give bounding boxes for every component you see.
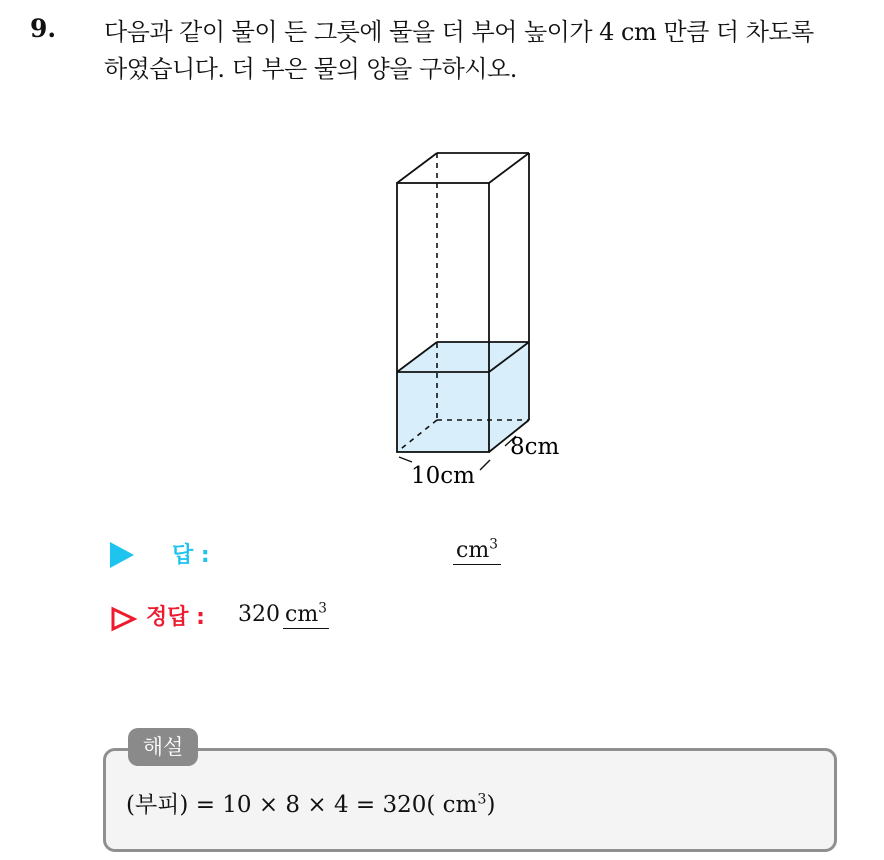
answer-label: 답 : xyxy=(172,543,210,568)
question-number: 9. xyxy=(30,14,57,43)
question-line-1: 다음과 같이 물이 든 그릇에 물을 더 부어 높이가 4 cm 만큼 더 차도록 xyxy=(104,18,814,46)
width-leader-left xyxy=(399,457,412,462)
width-dimension-label: 10cm xyxy=(411,463,475,489)
correct-unit-exponent: 3 xyxy=(318,600,327,617)
question-text xyxy=(104,14,874,88)
depth-dimension-label: 8cm xyxy=(510,434,560,460)
outline-triangle-icon xyxy=(110,606,138,632)
solution-formula-close: ) xyxy=(486,792,496,818)
correct-answer-label: 정답 : xyxy=(146,605,205,630)
correct-answer-row xyxy=(110,600,570,636)
correct-answer-value xyxy=(238,602,329,627)
answer-unit-exponent: 3 xyxy=(489,536,498,553)
container-figure xyxy=(380,140,580,500)
answer-row xyxy=(110,538,570,574)
top-edge-left xyxy=(397,153,437,183)
top-edge-right xyxy=(489,153,529,183)
solution-tab: 해설 xyxy=(128,728,198,766)
correct-answer-number: 320 xyxy=(238,602,280,627)
solution-formula xyxy=(126,786,495,819)
answer-unit-base: cm xyxy=(456,538,490,563)
solution-formula-exponent: 3 xyxy=(477,791,487,808)
correct-answer-unit xyxy=(283,602,329,629)
question-line-2: 하였습니다. 더 부은 물의 양을 구하시오. xyxy=(104,55,517,83)
answer-unit[interactable] xyxy=(453,538,501,565)
correct-unit-base: cm xyxy=(285,602,319,627)
play-triangle-icon xyxy=(110,542,134,568)
width-leader-right xyxy=(480,460,490,470)
solution-formula-main: (부피) = 10 × 8 × 4 = 320( cm xyxy=(126,792,478,818)
